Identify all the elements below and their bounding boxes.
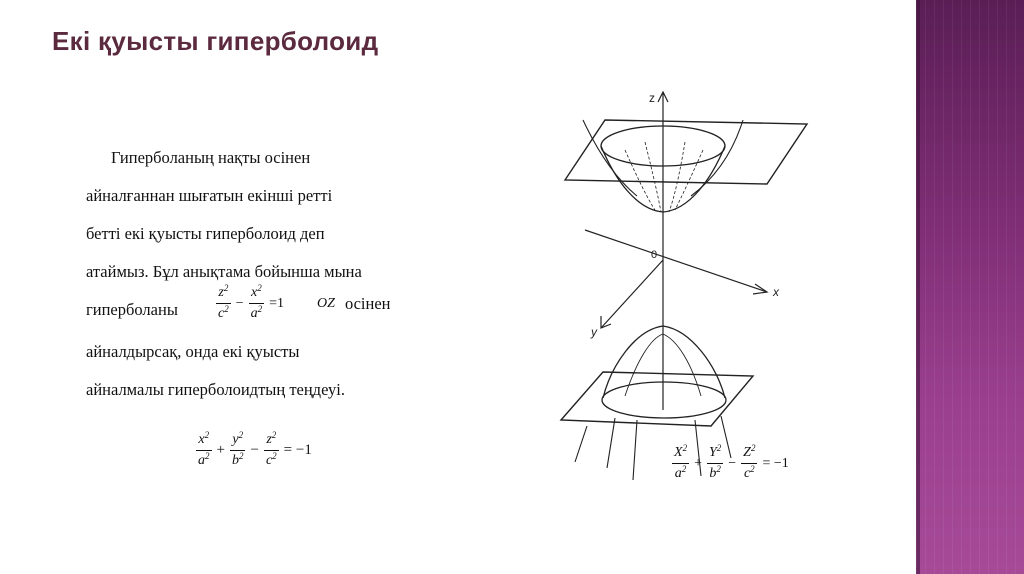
figure-equation xyxy=(672,443,790,481)
paragraph-line-6: айналдырсақ, онда екі қуысты xyxy=(86,342,300,361)
paragraph-line-2: айналғаннан шығатын екінші ретті xyxy=(86,186,333,205)
side-band-stripes xyxy=(916,0,1024,574)
fraction-z-over-c: $\frac{z^2}{c^2}$ xyxy=(265,430,277,468)
fraction-x-over-a: $\frac{x^2}{a^2}$ xyxy=(198,430,210,468)
fraction-Y-over-b: $\frac{Y^2}{b^2}$ xyxy=(708,443,722,481)
y-axis-label: y xyxy=(591,325,597,339)
hyperboloid-equation xyxy=(196,430,313,468)
plus-sign: + xyxy=(694,455,702,471)
lower-rim-ellipse xyxy=(602,382,726,418)
minus-sign: − xyxy=(250,442,259,458)
equals-minus-one: = −1 xyxy=(283,442,312,458)
paragraph-line-1: Гиперболаның нақты осінен xyxy=(111,148,311,167)
equals-one: =1 xyxy=(269,295,285,311)
fraction-y-over-b: $\frac{y^2}{b^2}$ xyxy=(231,430,244,468)
hyperboloid-figure xyxy=(545,80,815,500)
x-axis-label: x xyxy=(773,285,779,299)
upper-nappe-lines xyxy=(625,142,703,212)
y-axis xyxy=(601,260,663,328)
paragraph-line-4: атаймыз. Бұл анықтама бойынша мына xyxy=(86,262,362,281)
origin-label: 0 xyxy=(651,249,658,261)
axis-oz-label: OZ xyxy=(317,295,335,311)
upper-nappe-outer-right xyxy=(691,120,743,196)
upper-cutting-plane xyxy=(565,120,807,184)
fraction-Z-over-c: $\frac{Z^2}{c^2}$ xyxy=(743,443,756,481)
minus-sign: − xyxy=(235,295,244,311)
x-axis xyxy=(585,230,767,292)
slide-title: Екі қуысты гиперболоид xyxy=(52,26,379,56)
paragraph-line-3: бетті екі қуысты гиперболоид деп xyxy=(86,224,325,243)
plus-sign: + xyxy=(216,442,225,458)
paragraph-line-5-end: осінен xyxy=(344,293,391,313)
paragraph-line-5-start: гиперболаны xyxy=(86,300,178,319)
upper-nappe-outer-left xyxy=(583,120,637,196)
fraction-X-over-a: $\frac{X^2}{a^2}$ xyxy=(674,443,688,481)
z-axis-label: z xyxy=(649,91,655,105)
fraction-z-over-c: $\frac{z^2}{c^2}$ xyxy=(218,283,229,321)
equals-minus-one: = −1 xyxy=(762,455,789,471)
paragraph-line-7: айналмалы гиперболоидтың теңдеуі. xyxy=(86,380,345,399)
decorative-side-band xyxy=(916,0,1024,574)
minus-sign: − xyxy=(728,455,737,471)
fraction-x-over-a: $\frac{x^2}{a^2}$ xyxy=(250,283,263,321)
inline-hyperbola-equation xyxy=(216,283,391,321)
